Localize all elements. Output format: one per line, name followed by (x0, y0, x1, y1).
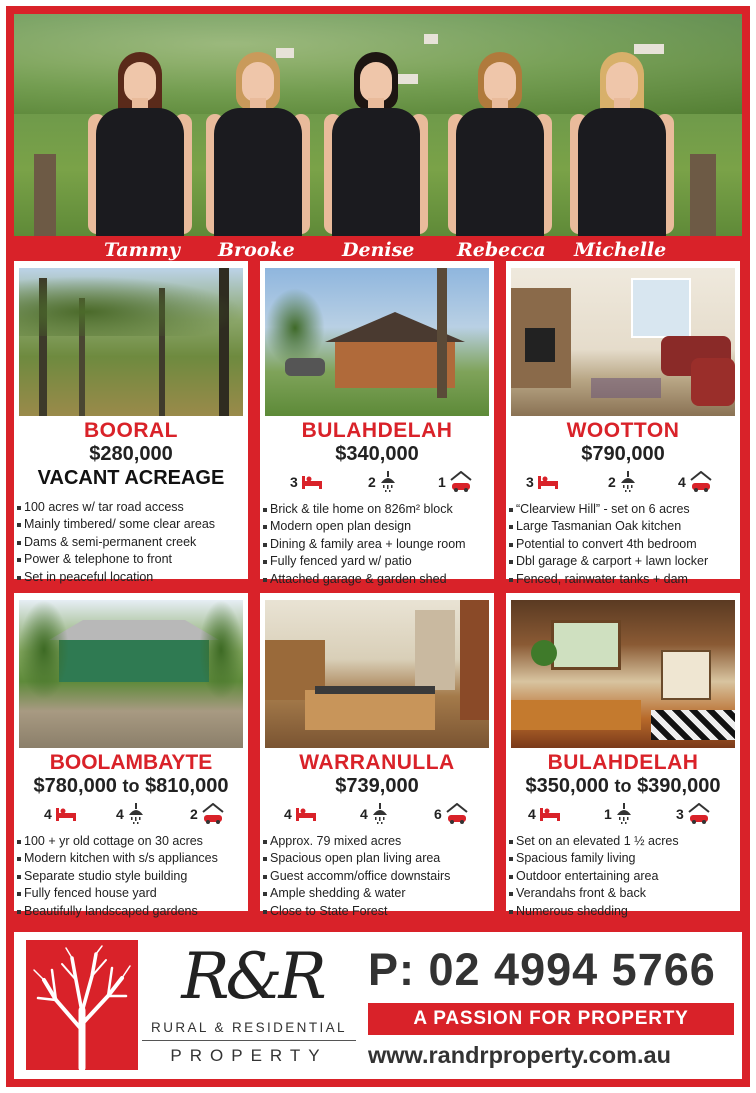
car-spaces: 6 (434, 803, 469, 825)
bathrooms: 2 (368, 471, 397, 493)
bed-icon (55, 806, 77, 822)
list-item: “Clearview Hill” - set on 6 acres (509, 501, 739, 518)
list-item: Modern kitchen with s/s appliances (17, 850, 247, 867)
bathrooms: 2 (608, 471, 637, 493)
shower-icon (615, 803, 633, 825)
car-spaces: 1 (438, 471, 473, 493)
price-from: $350,000 (525, 775, 609, 797)
list-item: Approx. 79 mixed acres (263, 833, 493, 850)
list-item: 100 acres w/ tar road access (17, 499, 247, 516)
fence-post (690, 154, 716, 236)
logo-line-1: RURAL & RESIDENTIAL (151, 1020, 347, 1035)
feature-list (509, 501, 739, 588)
feature-list (263, 833, 493, 920)
bedrooms: 3 (290, 471, 323, 493)
list-item: Potential to convert 4th bedroom (509, 536, 739, 553)
bedrooms: 3 (526, 471, 559, 493)
team-member-photo (82, 52, 198, 236)
list-item: Attached garage & garden shed (263, 571, 493, 588)
feature-icons (260, 469, 494, 495)
list-item: Verandahs front & back (509, 885, 739, 902)
flyer-page (6, 6, 750, 1087)
listing-town: BULAHDELAH (301, 419, 453, 442)
price-from: $780,000 (33, 775, 117, 797)
shower-icon (371, 803, 389, 825)
property-photo (19, 268, 243, 416)
listing-price: $340,000 (335, 443, 419, 465)
property-photo (265, 268, 489, 416)
list-item: Spacious family living (509, 850, 739, 867)
bathrooms: 4 (116, 803, 145, 825)
feature-list (263, 501, 493, 588)
property-photo (265, 600, 489, 748)
phone-number[interactable]: P: 02 4994 5766 (368, 944, 716, 995)
listing-price-range (506, 775, 740, 798)
list-item: Mainly timbered/ some clear areas (17, 516, 247, 533)
list-item: Close to State Forest (263, 903, 493, 920)
property-photo (19, 600, 243, 748)
team-name: Michelle (574, 239, 667, 261)
bedrooms: 4 (528, 803, 561, 825)
shower-icon (127, 803, 145, 825)
shower-icon (619, 471, 637, 493)
list-item: Modern open plan design (263, 518, 493, 535)
feature-list (17, 499, 247, 586)
list-item: Ample shedding & water (263, 885, 493, 902)
listing-price-range (14, 775, 248, 798)
list-item: Dbl garage & carport + lawn locker (509, 553, 739, 570)
distant-house (424, 34, 438, 44)
listing-card[interactable] (506, 593, 740, 918)
list-item: Power & telephone to front (17, 551, 247, 568)
car-icon (445, 803, 469, 825)
website-link[interactable]: www.randrproperty.com.au (368, 1042, 671, 1068)
listing-card[interactable] (14, 593, 248, 918)
logo-line-2: PROPERTY (170, 1046, 328, 1065)
list-item: Separate studio style building (17, 868, 247, 885)
team-name: Brooke (218, 239, 295, 261)
team-member-photo (564, 52, 680, 236)
feature-list (17, 833, 247, 920)
feature-icons (260, 801, 494, 827)
bed-icon (301, 474, 323, 490)
property-photo (511, 268, 735, 416)
list-item: Spacious open plan living area (263, 850, 493, 867)
list-item: Fully fenced yard w/ patio (263, 553, 493, 570)
price-to: $390,000 (637, 775, 721, 797)
tree-logo-icon (26, 940, 138, 1070)
car-icon (449, 471, 473, 493)
list-item: Dining & family area + lounge room (263, 536, 493, 553)
listing-price: $280,000 (89, 443, 173, 465)
feature-icons (14, 801, 248, 827)
list-item: Numerous shedding (509, 903, 739, 920)
agency-footer (14, 932, 742, 1079)
feature-icons (506, 469, 740, 495)
feature-icons (506, 801, 740, 827)
team-member-photo (200, 52, 316, 236)
logo-monogram: R&R (181, 940, 323, 1014)
tagline-banner: A PASSION FOR PROPERTY (368, 1003, 734, 1035)
bed-icon (539, 806, 561, 822)
fence-post (34, 154, 56, 236)
team-member-photo (442, 52, 558, 236)
listing-card[interactable] (260, 261, 494, 586)
listing-card[interactable] (260, 593, 494, 918)
list-item: 100 + yr old cottage on 30 acres (17, 833, 247, 850)
listing-town: BOORAL (84, 419, 178, 442)
list-item: Outdoor entertaining area (509, 868, 739, 885)
bed-icon (295, 806, 317, 822)
car-icon (689, 471, 713, 493)
listing-subhead: VACANT ACREAGE (37, 467, 225, 489)
bedrooms: 4 (44, 803, 77, 825)
price-separator: to (614, 776, 632, 796)
listing-town: BOOLAMBAYTE (49, 751, 213, 774)
bed-icon (537, 474, 559, 490)
logo-divider (142, 1040, 356, 1041)
list-item: Beautifully landscaped gardens (17, 903, 247, 920)
price-to: $810,000 (145, 775, 229, 797)
shower-icon (379, 471, 397, 493)
car-spaces: 4 (678, 471, 713, 493)
team-name: Tammy (104, 239, 180, 261)
listing-card[interactable] (14, 261, 248, 584)
team-name: Denise (342, 239, 415, 261)
list-item: Brick & tile home on 826m² block (263, 501, 493, 518)
listing-price: $739,000 (335, 775, 419, 797)
bathrooms: 4 (360, 803, 389, 825)
listing-price: $790,000 (581, 443, 665, 465)
list-item: Set in peaceful location (17, 569, 247, 586)
feature-list (509, 833, 739, 920)
price-separator: to (122, 776, 140, 796)
bathrooms: 1 (604, 803, 633, 825)
list-item: Set on an elevated 1 ½ acres (509, 833, 739, 850)
bedrooms: 4 (284, 803, 317, 825)
list-item: Dams & semi-permanent creek (17, 534, 247, 551)
list-item: Fenced, rainwater tanks + dam (509, 571, 739, 588)
listing-town: WOOTTON (566, 419, 680, 442)
team-name: Rebecca (457, 239, 546, 261)
list-item: Guest accomm/office downstairs (263, 868, 493, 885)
listing-card[interactable] (506, 261, 740, 586)
team-photo (14, 14, 742, 236)
listing-town: WARRANULLA (299, 751, 455, 774)
listing-town: BULAHDELAH (547, 751, 699, 774)
car-icon (687, 803, 711, 825)
team-member-photo (318, 52, 434, 236)
list-item: Fully fenced house yard (17, 885, 247, 902)
list-item: Large Tasmanian Oak kitchen (509, 518, 739, 535)
car-icon (201, 803, 225, 825)
car-spaces: 3 (676, 803, 711, 825)
property-photo (511, 600, 735, 748)
car-spaces: 2 (190, 803, 225, 825)
